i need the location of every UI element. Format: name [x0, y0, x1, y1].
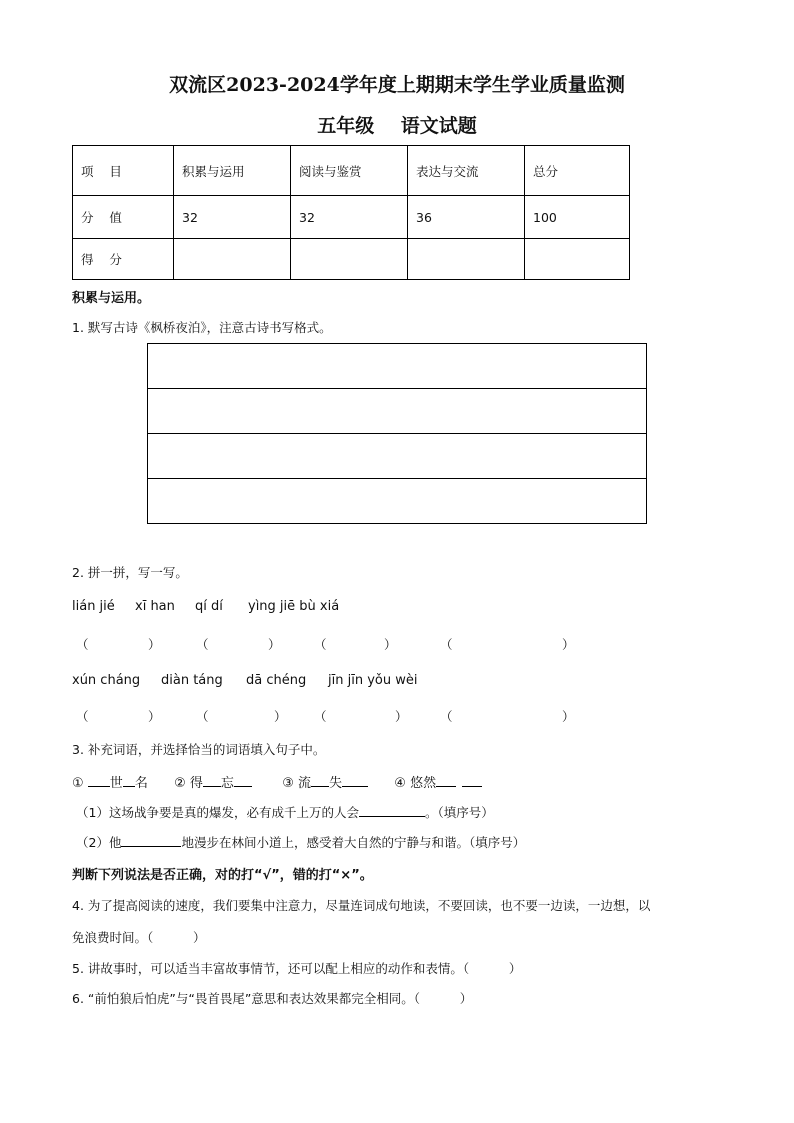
pinyin-item: qí dí — [195, 599, 223, 614]
answer-blank[interactable] — [359, 816, 425, 817]
question-6: 6. “前怕狼后怕虎”与“畏首畏尾”意思和表达效果都完全相同。（ ） — [72, 991, 473, 1006]
sentence-text: 地漫步在林间小道上，感受着大自然的宁静与和谐。（填序号） — [181, 835, 526, 850]
score-table — [72, 145, 630, 280]
table-row — [73, 239, 630, 280]
paren-open: （ — [314, 709, 327, 724]
paren-open: （ — [76, 709, 89, 724]
idiom-char: 失 — [329, 776, 343, 791]
exam-subtitle: 五年级 语文试题 — [317, 115, 477, 137]
question-3: 3. 补充词语，并选择恰当的词语填入句子中。 — [72, 742, 326, 757]
paren-close: ） — [148, 637, 161, 652]
question-4-line-2: 免浪费时间。（ ） — [72, 930, 206, 945]
question-5: 5. 讲故事时，可以适当丰富故事情节，还可以配上相应的动作和表情。（ ） — [72, 961, 522, 976]
table-row — [73, 196, 630, 239]
table-cell: 36 — [408, 196, 525, 239]
question-2: 2. 拼一拼，写一写。 — [72, 565, 188, 580]
question-1: 1. 默写古诗《枫桥夜泊》，注意古诗书写格式。 — [72, 320, 332, 335]
blank[interactable] — [203, 786, 221, 787]
sentence-text: （1）这场战争要是真的爆发，必有成千上万的人会 — [76, 805, 359, 820]
blank[interactable] — [234, 786, 252, 787]
table-cell: 得 分 — [73, 239, 174, 280]
writing-line[interactable] — [148, 344, 646, 389]
question-4-line-1: 4. 为了提高阅读的速度，我们要集中注意力，尽量连词成句地读，不要回读，也不要一边读，一边想，以 — [72, 898, 651, 913]
blank[interactable] — [462, 786, 482, 787]
table-row — [73, 146, 630, 196]
paren-open: （ — [314, 637, 327, 652]
paren-close: ） — [395, 709, 408, 724]
paren-close: ） — [274, 709, 287, 724]
score-entry-cell[interactable] — [291, 239, 408, 280]
blank[interactable] — [123, 786, 135, 787]
table-cell: 32 — [174, 196, 291, 239]
section-heading: 积累与运用。 — [72, 291, 151, 306]
exam-title: 双流区2023-2024学年度上期期末学生学业质量监测 — [169, 74, 625, 96]
table-cell: 项 目 — [73, 146, 174, 196]
paren-close: ） — [562, 637, 575, 652]
table-cell: 表达与交流 — [408, 146, 525, 196]
table-cell: 100 — [525, 196, 630, 239]
paren-open: （ — [440, 709, 453, 724]
blank[interactable] — [436, 786, 456, 787]
poem-writing-box[interactable] — [147, 343, 647, 524]
answer-blank[interactable] — [121, 846, 181, 847]
table-cell: 总分 — [525, 146, 630, 196]
writing-line[interactable] — [148, 479, 646, 523]
writing-line[interactable] — [148, 389, 646, 434]
pinyin-item: xún cháng — [72, 673, 141, 688]
pinyin-item: diàn táng — [161, 673, 223, 688]
table-cell: 积累与运用 — [174, 146, 291, 196]
idiom-2-label: ② 得 — [174, 776, 203, 791]
pinyin-item: xī han — [135, 599, 175, 614]
question-3-sentence-2 — [76, 833, 525, 851]
paren-open: （ — [196, 709, 209, 724]
idiom-4-label: ④ 悠然 — [394, 776, 437, 791]
blank[interactable] — [88, 786, 110, 787]
paren-open: （ — [440, 637, 453, 652]
score-entry-cell[interactable] — [408, 239, 525, 280]
paren-close: ） — [384, 637, 397, 652]
idiom-3-label: ③ 流 — [282, 776, 311, 791]
idiom-char: 名 — [134, 776, 148, 791]
paren-open: （ — [196, 637, 209, 652]
blank[interactable] — [311, 786, 329, 787]
section-heading: 判断下列说法是否正确，对的打“√”，错的打“×”。 — [72, 868, 373, 883]
idiom-char: 忘 — [220, 776, 234, 791]
sentence-text: （2）他 — [76, 835, 122, 850]
paren-close: ） — [562, 709, 575, 724]
table-cell: 阅读与鉴赏 — [291, 146, 408, 196]
pinyin-item: yìng jiē bù xiá — [248, 599, 340, 614]
score-entry-cell[interactable] — [174, 239, 291, 280]
blank[interactable] — [342, 786, 368, 787]
sentence-text: 。（填序号） — [424, 805, 494, 820]
paren-open: （ — [76, 637, 89, 652]
table-cell: 分 值 — [73, 196, 174, 239]
paren-close: ） — [148, 709, 161, 724]
writing-line[interactable] — [148, 434, 646, 479]
pinyin-item: lián jié — [72, 599, 115, 614]
table-cell: 32 — [291, 196, 408, 239]
idiom-fill-row — [72, 772, 482, 791]
paren-close: ） — [268, 637, 281, 652]
pinyin-item: dā chéng — [246, 673, 307, 688]
pinyin-item: jīn jīn yǒu wèi — [328, 673, 418, 688]
idiom-1-label: ① — [72, 776, 88, 791]
idiom-char: 世 — [109, 776, 123, 791]
question-3-sentence-1 — [76, 803, 494, 821]
score-entry-cell[interactable] — [525, 239, 630, 280]
